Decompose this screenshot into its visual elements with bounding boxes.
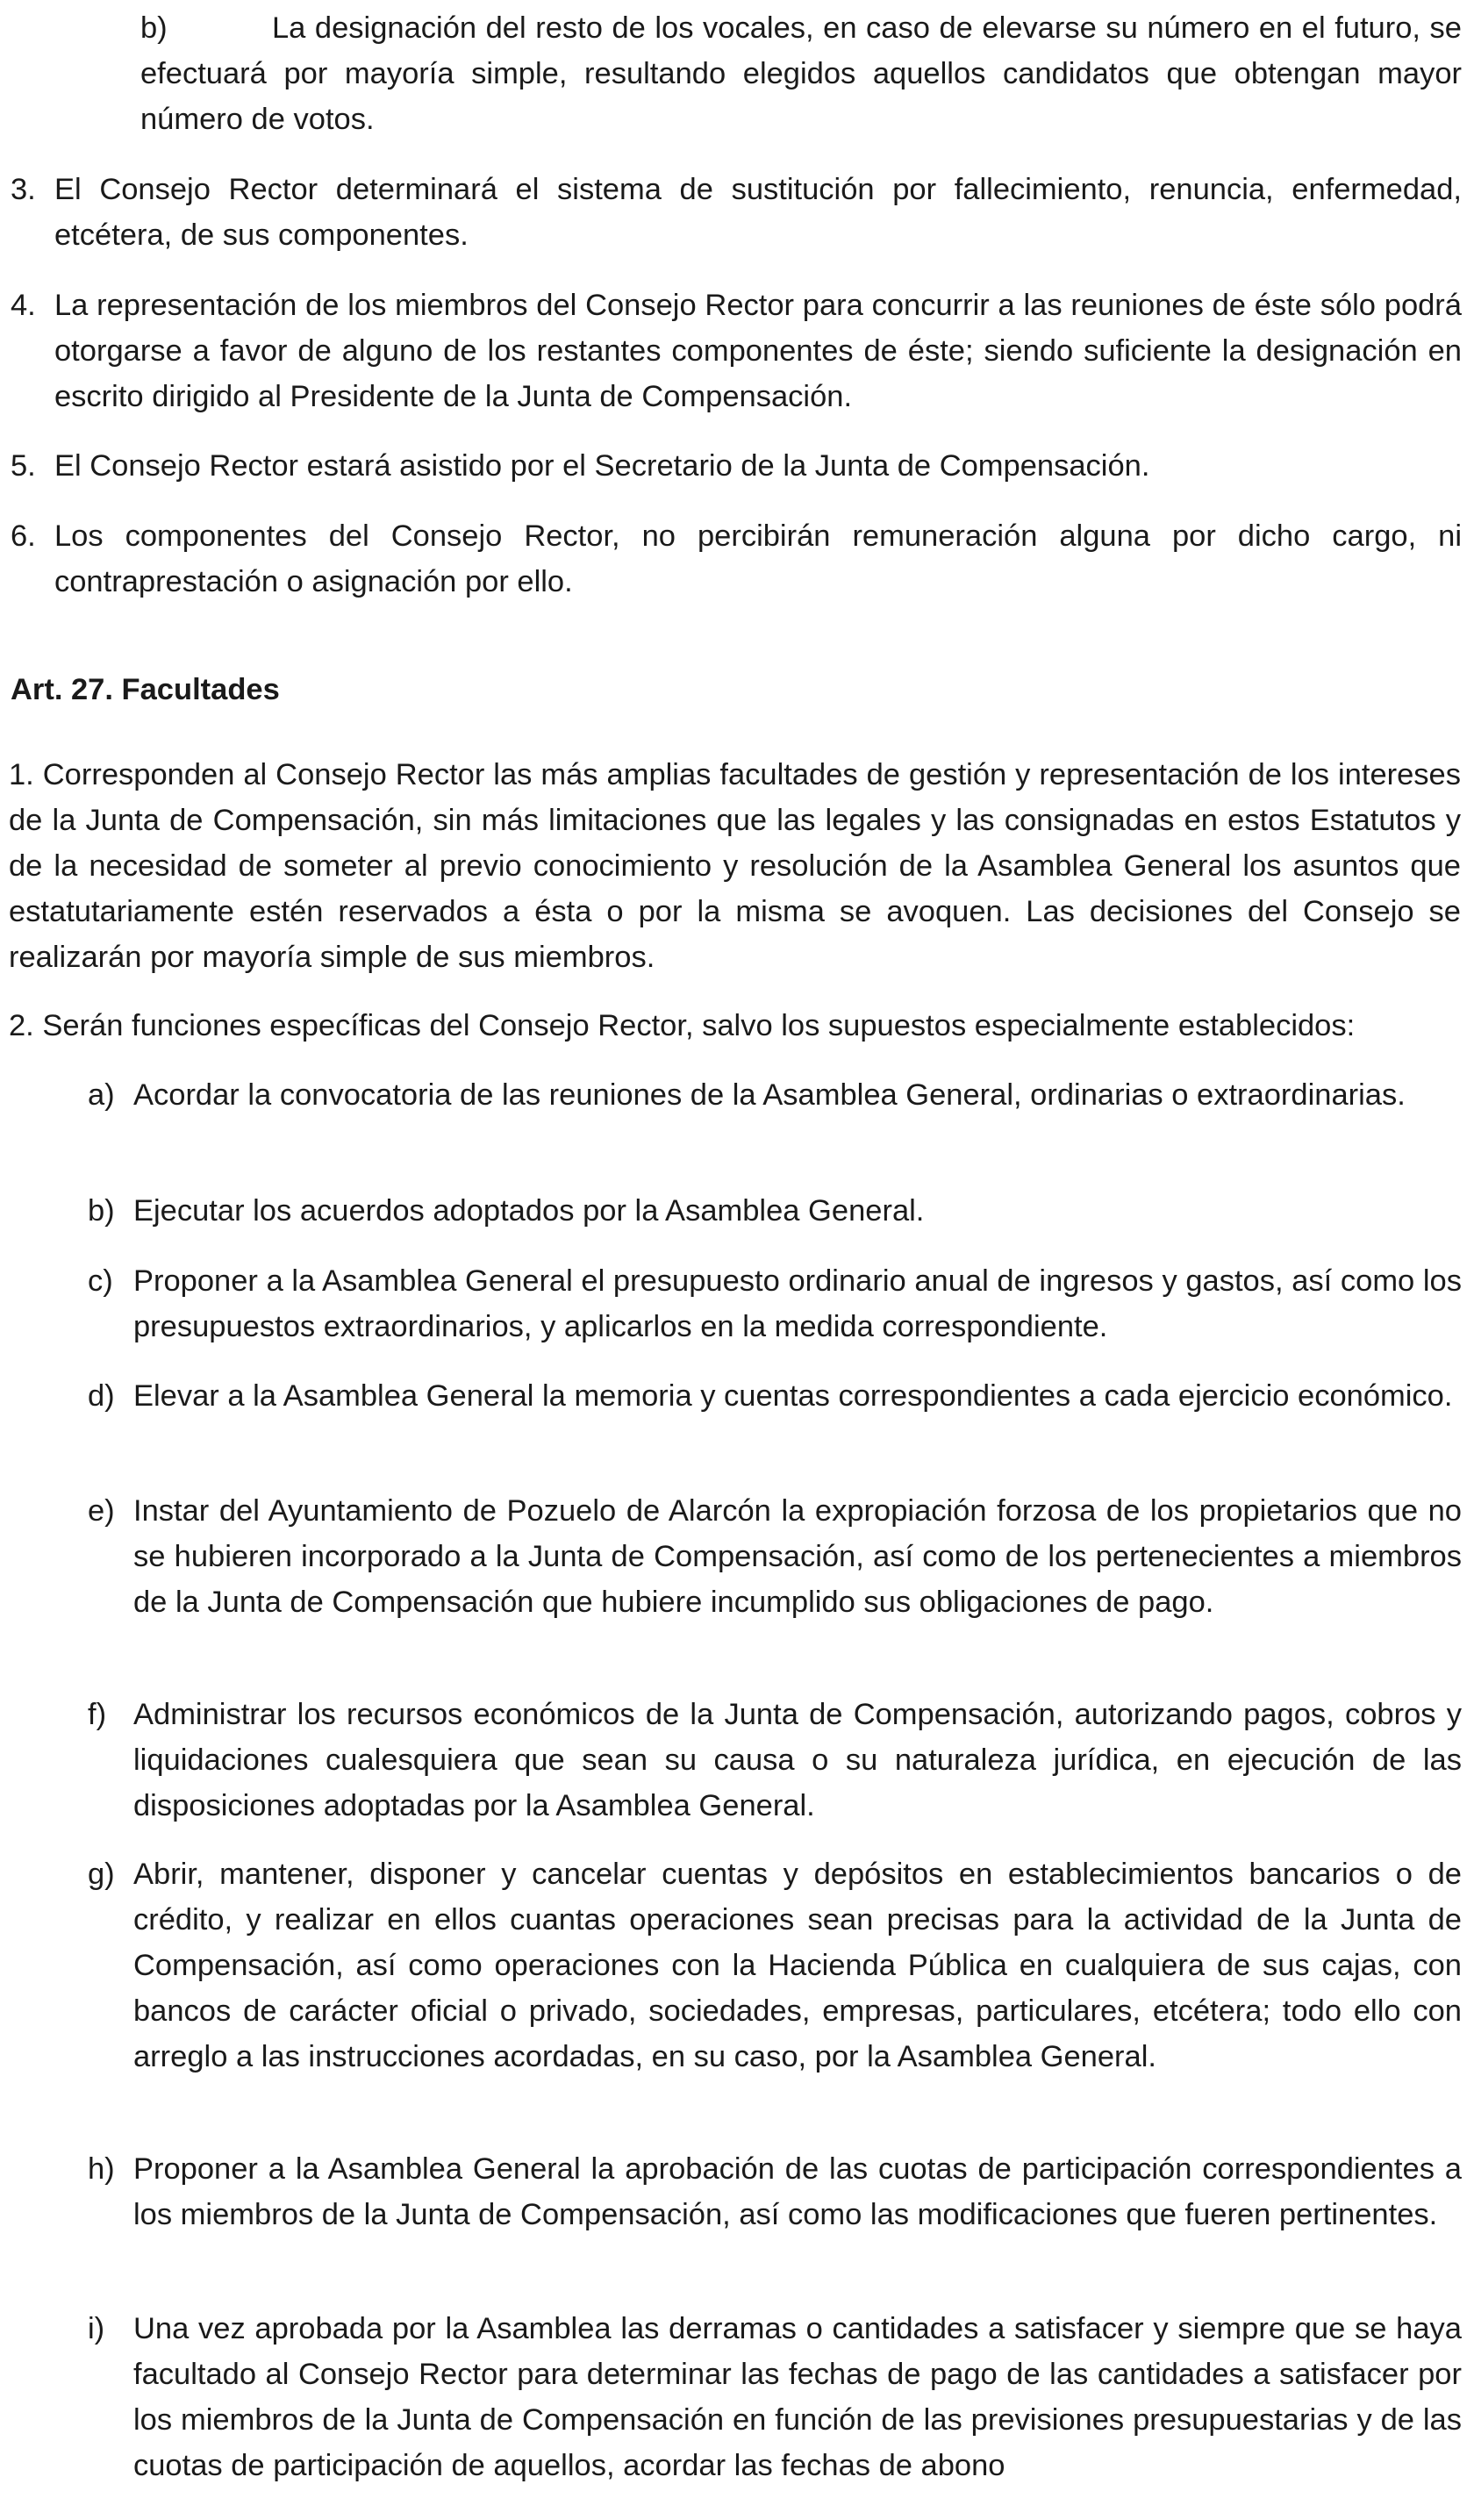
function-text: Instar del Ayuntamiento de Pozuelo de Alarcón la expropiación forzosa de los propietarios que no se hubieren incorporado a la Junta de Compensación, así como de los pertenecientes a miembros de la Junta de Compensación que hubiere incumplido sus obligaciones de pago.: [133, 1494, 1462, 1619]
item-number: 3.: [11, 173, 36, 206]
function-item-d: [88, 1373, 1462, 1419]
function-text: Proponer a la Asamblea General el presupuesto ordinario anual de ingresos y gastos, así como los presupuestos extraordinarios, y aplicarlos en la medida correspondiente.: [133, 1264, 1462, 1343]
function-letter: a): [88, 1078, 115, 1112]
function-text: Ejecutar los acuerdos adoptados por la Asamblea General.: [133, 1194, 925, 1228]
function-letter: i): [88, 2312, 105, 2345]
function-item-b: [88, 1188, 1462, 1234]
function-item-e: [88, 1488, 1462, 1625]
function-text: Acordar la convocatoria de las reuniones de la Asamblea General, ordinarias o extraordinarias.: [133, 1078, 1406, 1112]
item-number: 4.: [11, 289, 36, 322]
function-letter: g): [88, 1858, 115, 1891]
item-number: 5.: [11, 449, 36, 483]
function-item-f: [88, 1692, 1462, 1829]
function-letter: h): [88, 2152, 115, 2186]
function-letter: b): [88, 1194, 115, 1228]
list-marker: b): [140, 11, 168, 45]
item-text: La representación de los miembros del Consejo Rector para concurrir a las reuniones de éste sólo podrá otorgarse a favor de alguno de los restantes componentes de éste; siendo suficiente la designación en escrito dirigido al Presidente de la Junta de Compensación.: [54, 289, 1462, 413]
item-number: 6.: [11, 519, 36, 553]
function-text: Una vez aprobada por la Asamblea las derramas o cantidades a satisfacer y siempre que se haya facultado al Consejo Rector para determinar las fechas de pago de las cantidades a satisfacer por los miembros de la Junta de Compensación en función de las previsiones presupuestarias y de las cuotas de participación de aquellos, acordar las fechas de abono: [133, 2312, 1462, 2482]
function-item-a: [88, 1072, 1462, 1118]
numbered-item-3: [11, 167, 1462, 258]
item-text: El Consejo Rector determinará el sistema de sustitución por fallecimiento, renuncia, enfermedad, etcétera, de sus componentes.: [54, 173, 1462, 252]
function-text: Administrar los recursos económicos de la Junta de Compensación, autorizando pagos, cobros y liquidaciones cualesquiera que sean su causa o su naturaleza jurídica, en ejecución de las disposiciones adoptadas por la Asamblea General.: [133, 1698, 1462, 1822]
article-paragraph-2: 2. Serán funciones específicas del Consejo Rector, salvo los supuestos especialmente establecidos:: [9, 1009, 1356, 1042]
function-text: Abrir, mantener, disponer y cancelar cuentas y depósitos en establecimientos bancarios o de crédito, y realizar en ellos cuantas operaciones sean precisas para la actividad de la Junta de Compensación, así como operaciones con la Hacienda Pública en cualquiera de sus cajas, con bancos de carácter oficial o privado, sociedades, empresas, particulares, etcétera; todo ello con arreglo a las instrucciones acordadas, en su caso, por la Asamblea General.: [133, 1858, 1462, 2073]
function-letter: d): [88, 1379, 115, 1413]
numbered-item-5: [11, 443, 1462, 489]
article-paragraph-1: 1. Corresponden al Consejo Rector las más amplias facultades de gestión y representación de los intereses de la Junta de Compensación, sin más limitaciones que las legales y las consignadas en estos Estatutos y de la necesidad de someter al previo conocimiento y resolución de la Asamblea General los asuntos que estatutariamente estén reservados a ésta o por la misma se avoquen. Las decisiones del Consejo se realizarán por mayoría simple de sus miembros.: [9, 758, 1461, 974]
function-item-c: [88, 1258, 1462, 1349]
function-letter: f): [88, 1698, 107, 1731]
item-text: El Consejo Rector estará asistido por el Secretario de la Junta de Compensación.: [54, 449, 1150, 483]
function-letter: c): [88, 1264, 113, 1298]
numbered-item-6: [11, 513, 1462, 605]
function-letter: e): [88, 1494, 115, 1528]
function-text: Proponer a la Asamblea General la aprobación de las cuotas de participación correspondientes a los miembros de la Junta de Compensación, así como las modificaciones que fueren pertinentes.: [133, 2152, 1462, 2231]
function-item-g: [88, 1851, 1462, 2080]
list-item-text: La designación del resto de los vocales, en caso de elevarse su número en el futuro, se efectuará por mayoría simple, resultando elegidos aquellos candidatos que obtengan mayor número de votos.: [140, 11, 1462, 136]
item-text: Los componentes del Consejo Rector, no percibirán remuneración alguna por dicho cargo, ni contraprestación o asignación por ello.: [54, 519, 1462, 598]
article-heading: Art. 27. Facultades: [11, 673, 280, 706]
function-item-h: [88, 2146, 1462, 2237]
numbered-item-4: [11, 283, 1462, 419]
top-list-item-b: [140, 5, 1462, 142]
function-text: Elevar a la Asamblea General la memoria y cuentas correspondientes a cada ejercicio económico.: [133, 1379, 1453, 1413]
function-item-i: [88, 2306, 1462, 2488]
